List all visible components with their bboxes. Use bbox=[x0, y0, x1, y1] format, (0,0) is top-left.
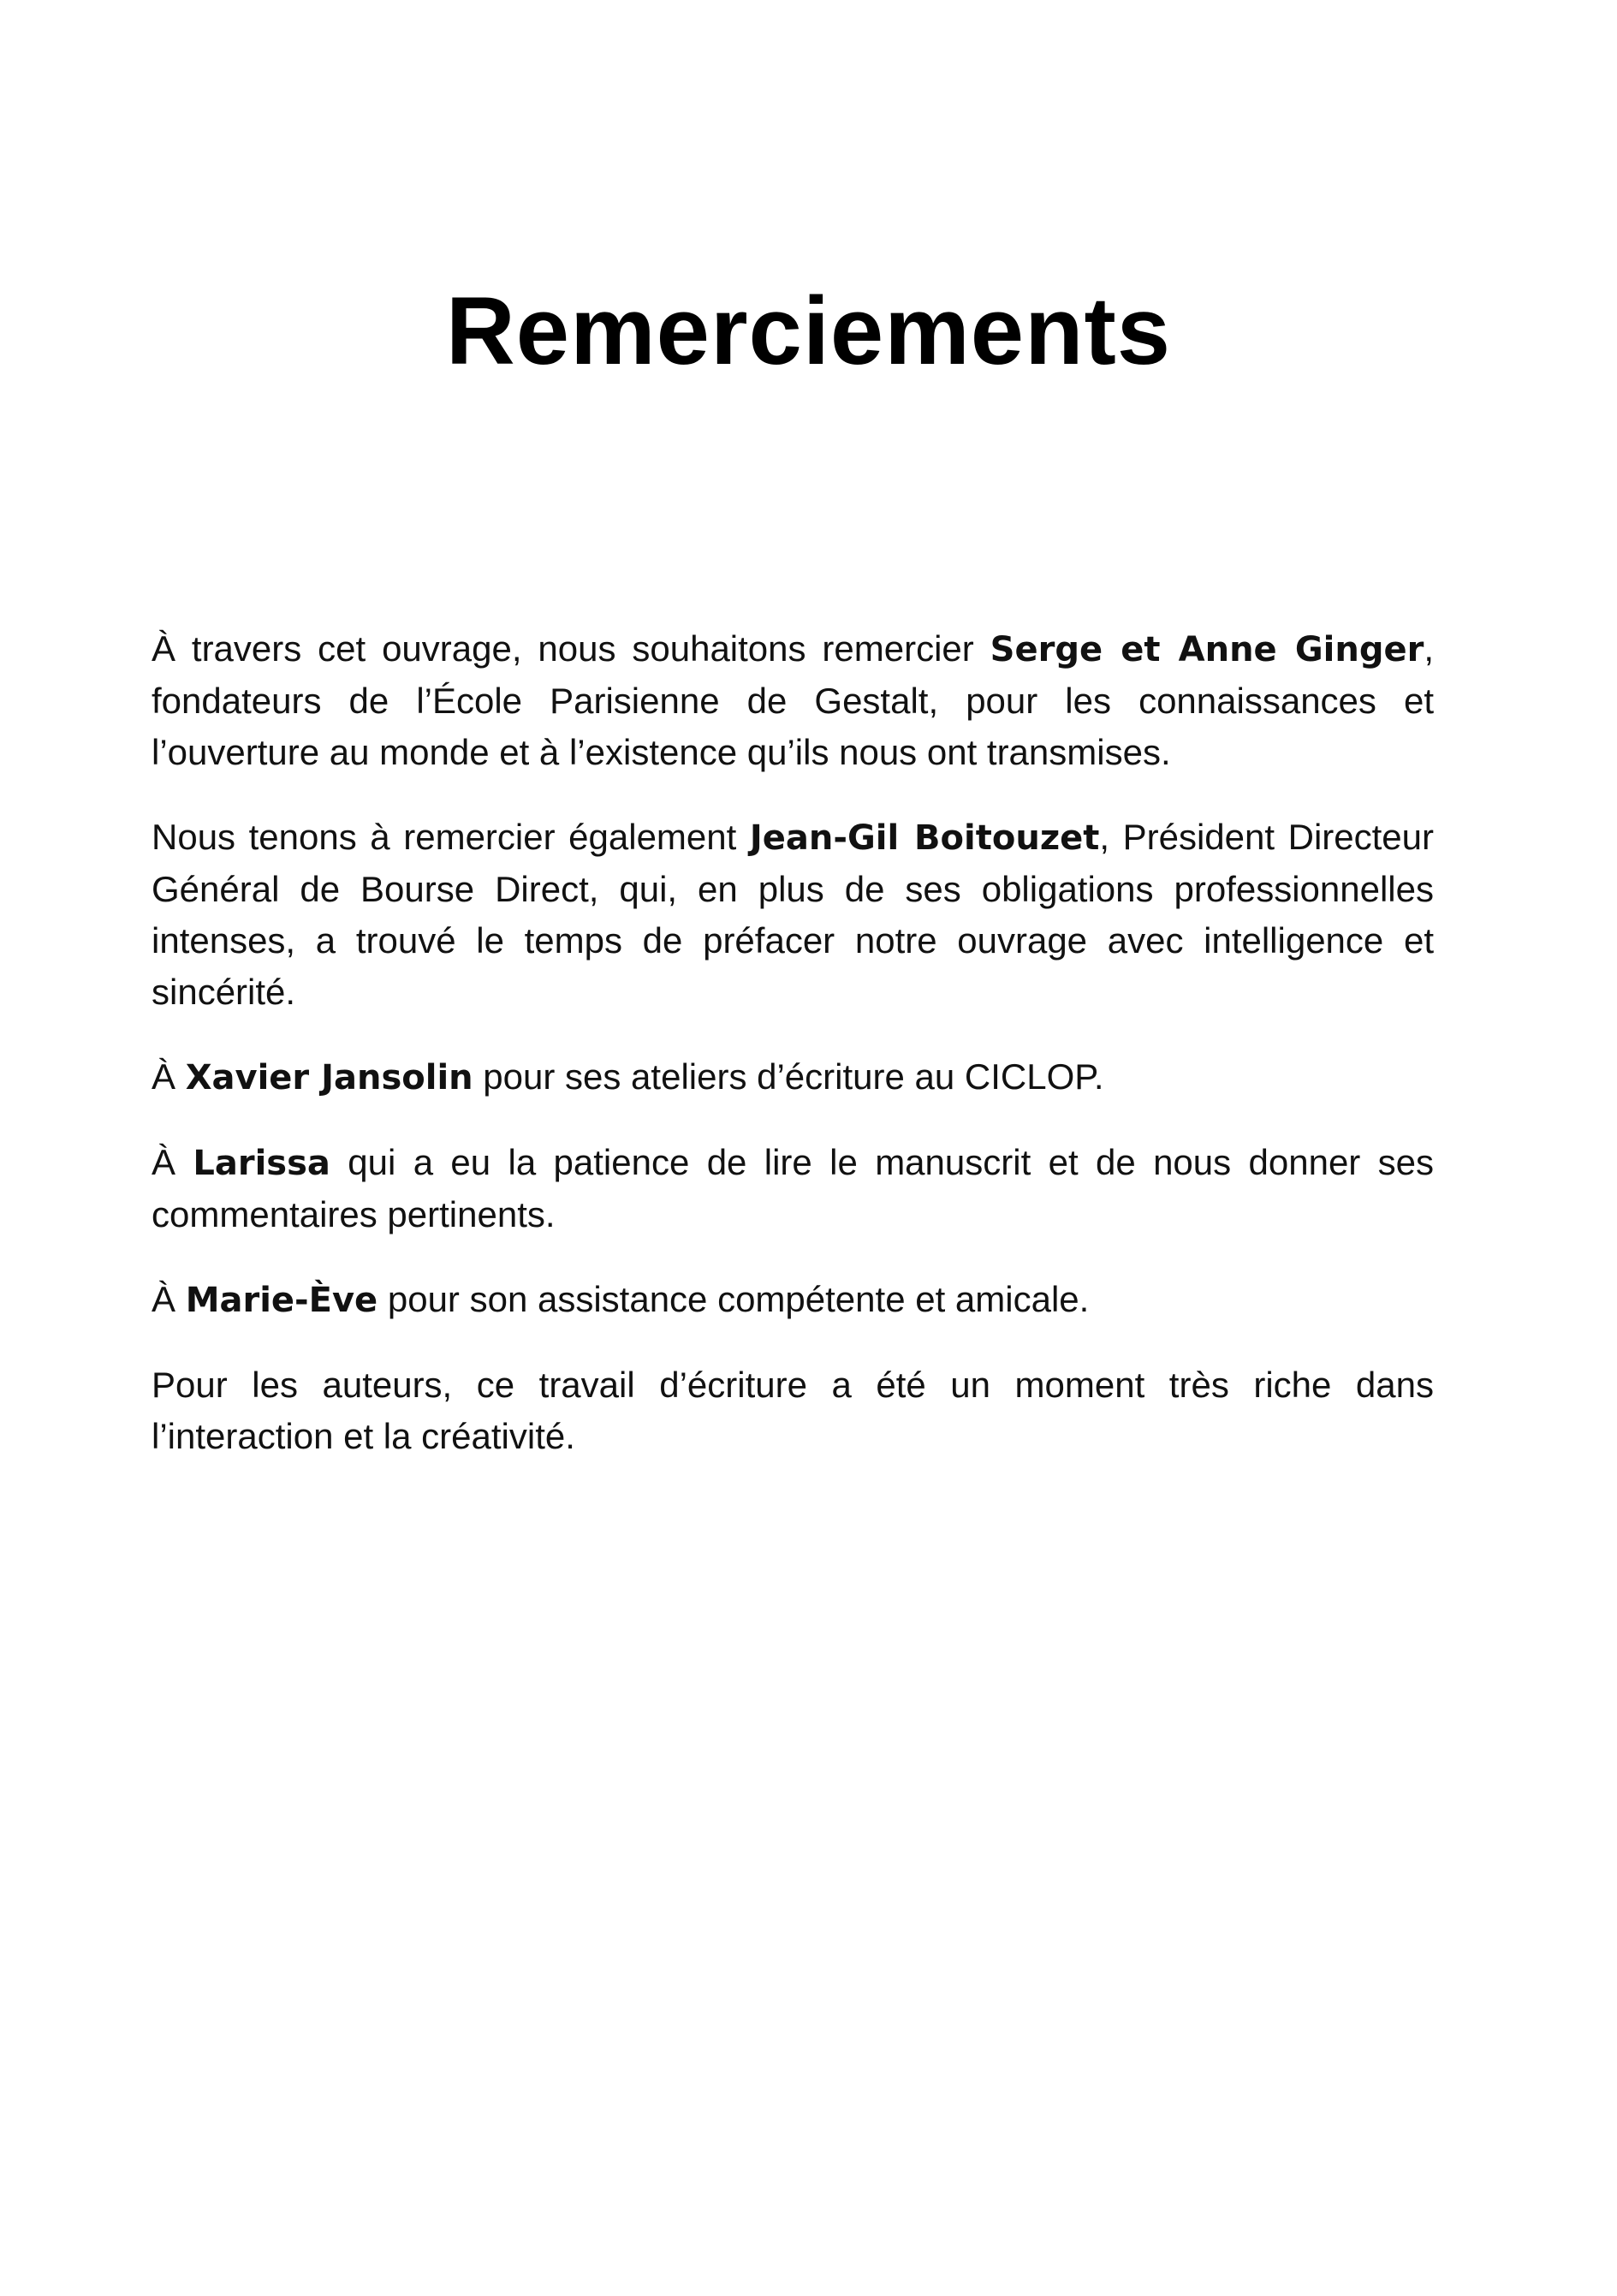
page-title: Remerciements bbox=[445, 277, 1172, 384]
paragraph-marie-eve bbox=[152, 1274, 1434, 1326]
thanked-name: Larissa bbox=[193, 1144, 330, 1183]
paragraph-lead: À bbox=[152, 1279, 186, 1319]
paragraph-text: , fondateurs de l’École Parisienne de Gestalt, pour les connaissances et l’ouverture au monde et à l’existence qu’ils nous ont transmises. bbox=[152, 628, 1435, 772]
paragraph-lead: À bbox=[152, 1056, 186, 1097]
acknowledgements-body bbox=[152, 623, 1434, 1496]
thanked-name: Xavier Jansolin bbox=[185, 1058, 473, 1097]
paragraph-lead: Nous tenons à remercier également bbox=[152, 817, 750, 857]
paragraph-text: pour son assistance compétente et amicale. bbox=[377, 1279, 1090, 1319]
paragraph-lead: À bbox=[152, 1142, 193, 1182]
paragraph-lead: À travers cet ouvrage, nous souhaitons remercier bbox=[152, 628, 990, 669]
paragraph-ginger bbox=[152, 623, 1434, 778]
thanked-name: Jean-Gil Boitouzet bbox=[749, 818, 1100, 858]
thanked-name: Marie-Ève bbox=[185, 1281, 378, 1320]
paragraph-authors: Pour les auteurs, ce travail d’écriture a été un moment très riche dans l’interaction et la créativité. bbox=[152, 1365, 1434, 1456]
paragraph-text: , Président Directeur Général de Bourse Direct, qui, en plus de ses obligations professionnelles intenses, a trouvé le temps de préfacer notre ouvrage avec intelligence et sincérité. bbox=[152, 817, 1434, 1012]
paragraph-text: pour ses ateliers d’écriture au CICLOP. bbox=[473, 1056, 1104, 1097]
thanked-name: Serge et Anne Ginger bbox=[990, 630, 1424, 669]
paragraph-boitouzet bbox=[152, 812, 1434, 1018]
paragraph-larissa bbox=[152, 1137, 1434, 1240]
paragraph-text: qui a eu la patience de lire le manuscrit et de nous donner ses commentaires pertinents. bbox=[152, 1142, 1435, 1234]
paragraph-jansolin bbox=[152, 1051, 1434, 1103]
